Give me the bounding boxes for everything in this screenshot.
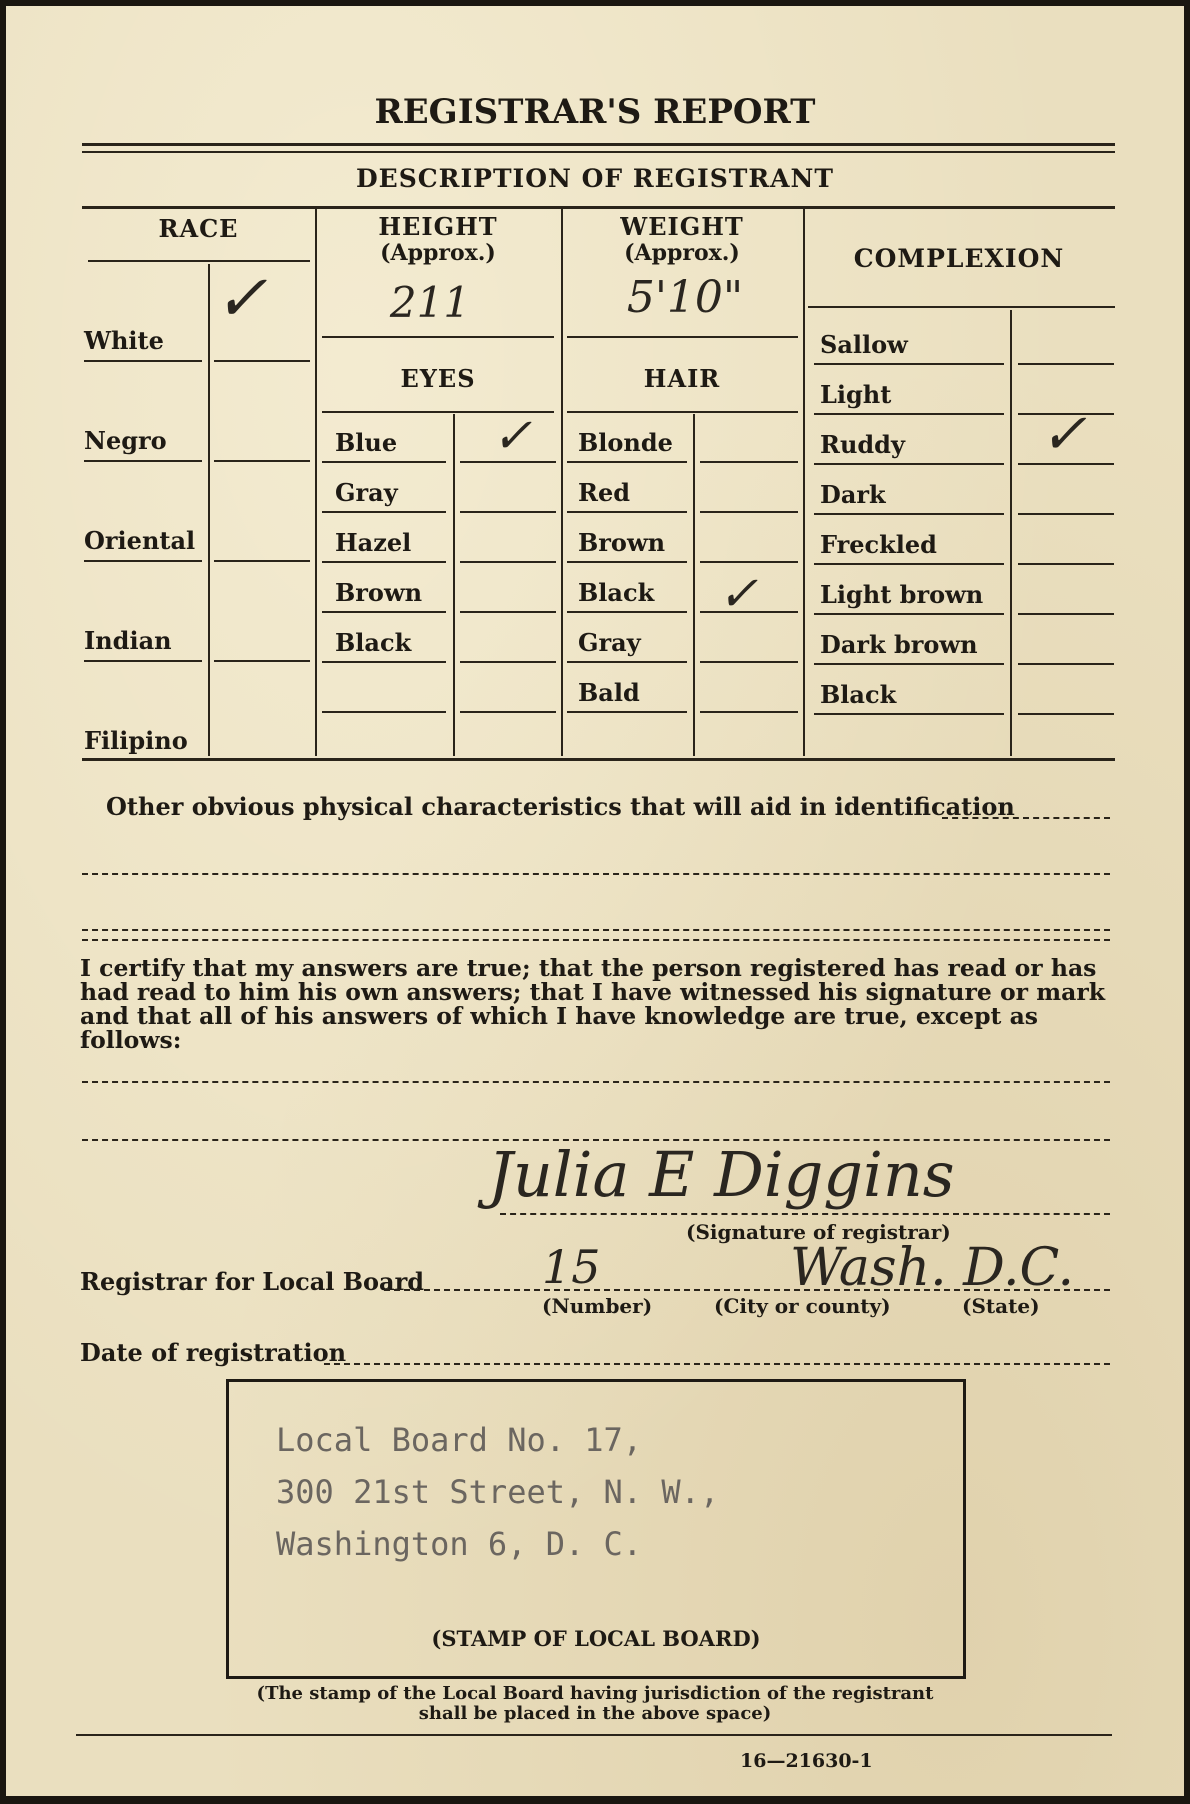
hair-rule — [700, 661, 798, 663]
race-option-oriental: Oriental — [84, 526, 196, 555]
eyes-option-black: Black — [335, 628, 412, 657]
table-bottom-rule — [82, 758, 1115, 761]
complexion-rule — [814, 563, 1004, 565]
hair-rule — [700, 561, 798, 563]
scan-edge-top — [0, 0, 1190, 6]
hair-rule — [567, 611, 687, 613]
exceptions-line-1 — [82, 1081, 1110, 1083]
stamp-line-1: Local Board No. 17, — [276, 1421, 643, 1459]
table-top-rule — [82, 206, 1115, 209]
eyes-rule — [322, 561, 446, 563]
hair-rule — [700, 511, 798, 513]
complexion-rule — [1018, 713, 1114, 715]
complexion-rule — [1018, 563, 1114, 565]
complexion-check-divider — [1010, 310, 1012, 756]
form-number: 16—21630-1 — [740, 1750, 873, 1772]
date-of-registration-label: Date of registration — [80, 1338, 347, 1367]
race-rule — [84, 460, 202, 462]
hair-rule — [567, 461, 687, 463]
complexion-ruddy-check-icon: ✓ — [1040, 402, 1087, 467]
eyes-blue-check-icon: ✓ — [492, 408, 533, 464]
complexion-rule — [814, 513, 1004, 515]
race-rule — [214, 560, 310, 562]
complexion-option-black: Black — [820, 680, 897, 709]
title-rule-1 — [82, 143, 1115, 146]
scan-edge-left — [0, 0, 6, 1804]
weight-value: 5'10" — [626, 272, 744, 323]
eyes-rule — [460, 611, 556, 613]
race-rule — [84, 560, 202, 562]
height-rule — [322, 336, 554, 338]
local-board-label: Registrar for Local Board — [80, 1267, 425, 1296]
race-option-filipino: Filipino — [84, 726, 188, 755]
complexion-rule — [814, 713, 1004, 715]
eyes-option-gray: Gray — [335, 478, 398, 507]
eyes-rule — [460, 711, 556, 713]
race-rule — [84, 360, 202, 362]
race-rule — [214, 660, 310, 662]
hair-rule — [567, 711, 687, 713]
eyes-option-blue: Blue — [335, 428, 398, 457]
page-title: REGISTRAR'S REPORT — [374, 92, 816, 132]
stamp-caption: (STAMP OF LOCAL BOARD) — [431, 1626, 761, 1651]
eyes-rule — [322, 711, 446, 713]
certify-text: I certify that my answers are true; that the person registered has read or has had read to him his own answers; that I have witnessed his signature or mark and that all of his answers of which I have knowledge are true, except as follows: — [80, 954, 1105, 1054]
section-title: DESCRIPTION OF REGISTRANT — [356, 164, 834, 193]
complexion-option-light-brown: Light brown — [820, 580, 984, 609]
stamp-line-3: Washington 6, D. C. — [276, 1525, 643, 1563]
race-check-divider — [208, 264, 210, 756]
eyes-rule — [322, 661, 446, 663]
registrar-signature: Julia E Diggins — [488, 1138, 955, 1211]
complexion-option-sallow: Sallow — [820, 330, 908, 359]
complexion-rule — [1018, 363, 1114, 365]
footer-rule — [76, 1734, 1112, 1736]
eyes-option-hazel: Hazel — [335, 528, 412, 557]
hair-rule — [700, 461, 798, 463]
hair-option-gray: Gray — [578, 628, 641, 657]
complexion-option-dark-brown: Dark brown — [820, 630, 978, 659]
complexion-rule — [814, 463, 1004, 465]
race-option-white: White — [84, 326, 164, 355]
stamp-note-line-1: (The stamp of the Local Board having jurisdiction of the registrant — [256, 1683, 934, 1704]
complexion-option-dark: Dark — [820, 480, 886, 509]
other-characteristics-line — [942, 817, 1110, 819]
complexion-option-freckled: Freckled — [820, 530, 937, 559]
race-option-indian: Indian — [84, 626, 172, 655]
race-rule — [84, 660, 202, 662]
city-caption: (City or county) — [714, 1294, 891, 1318]
complexion-rule — [814, 363, 1004, 365]
hair-option-red: Red — [578, 478, 630, 507]
complexion-option-light: Light — [820, 380, 892, 409]
eyes-rule — [322, 611, 446, 613]
eyes-rule — [322, 461, 446, 463]
signature-line — [500, 1213, 1110, 1215]
number-caption: (Number) — [542, 1294, 653, 1318]
complexion-option-ruddy: Ruddy — [820, 430, 905, 459]
other-characteristics-line-2 — [82, 873, 1110, 875]
hair-rule — [567, 561, 687, 563]
hair-check-divider — [693, 414, 695, 756]
local-board-number: 15 — [542, 1240, 601, 1294]
hair-rule — [567, 661, 687, 663]
col-divider-1 — [315, 208, 317, 756]
race-header: RACE — [158, 214, 239, 243]
height-subheader: (Approx.) — [380, 240, 496, 266]
complexion-rule — [1018, 613, 1114, 615]
hair-header: HAIR — [643, 364, 721, 393]
height-value: 211 — [389, 278, 471, 327]
complexion-rule — [1018, 513, 1114, 515]
other-characteristics-line-4 — [82, 939, 1110, 941]
eyes-rule — [322, 511, 446, 513]
eyes-rule — [460, 661, 556, 663]
complexion-rule — [1018, 663, 1114, 665]
stamp-line-2: 300 21st Street, N. W., — [276, 1473, 720, 1511]
hair-option-black: Black — [578, 578, 655, 607]
complexion-header-rule — [808, 306, 1115, 308]
signature-caption: (Signature of registrar) — [686, 1220, 951, 1244]
complexion-rule — [814, 663, 1004, 665]
complexion-header: COMPLEXION — [853, 244, 1065, 273]
weight-header: WEIGHT — [620, 212, 744, 241]
weight-subheader: (Approx.) — [624, 240, 740, 266]
race-rule — [214, 360, 310, 362]
race-rule — [214, 460, 310, 462]
scan-edge-right — [1184, 0, 1190, 1804]
eyes-header: EYES — [400, 364, 476, 393]
hair-rule — [567, 511, 687, 513]
other-characteristics-line-3 — [82, 929, 1110, 931]
stamp-note-line-2: shall be placed in the above space) — [418, 1703, 772, 1724]
hair-option-brown: Brown — [578, 528, 666, 557]
eyes-check-divider — [453, 414, 455, 756]
complexion-rule — [814, 413, 1004, 415]
race-header-rule — [88, 260, 310, 262]
col-divider-2 — [561, 208, 563, 756]
eyes-option-brown: Brown — [335, 578, 423, 607]
col-divider-3 — [803, 208, 805, 756]
height-header: HEIGHT — [378, 212, 498, 241]
race-option-negro: Negro — [84, 426, 167, 455]
title-rule-2 — [82, 151, 1115, 153]
date-of-registration-line — [324, 1363, 1110, 1365]
state-caption: (State) — [962, 1294, 1040, 1318]
weight-rule — [567, 336, 798, 338]
hair-option-blonde: Blonde — [578, 428, 673, 457]
hair-rule — [700, 711, 798, 713]
eyes-rule — [460, 561, 556, 563]
complexion-rule — [814, 613, 1004, 615]
hair-option-bald: Bald — [578, 678, 640, 707]
scan-edge-bottom — [0, 1796, 1190, 1804]
other-characteristics-label: Other obvious physical characteristics that will aid in identification — [106, 792, 1015, 821]
race-white-check-icon: ✓ — [214, 262, 268, 336]
hair-black-check-icon: ✓ — [718, 566, 759, 622]
hair-header-rule — [567, 411, 798, 413]
eyes-rule — [460, 511, 556, 513]
local-board-city: Wash. D.C. — [790, 1238, 1074, 1298]
